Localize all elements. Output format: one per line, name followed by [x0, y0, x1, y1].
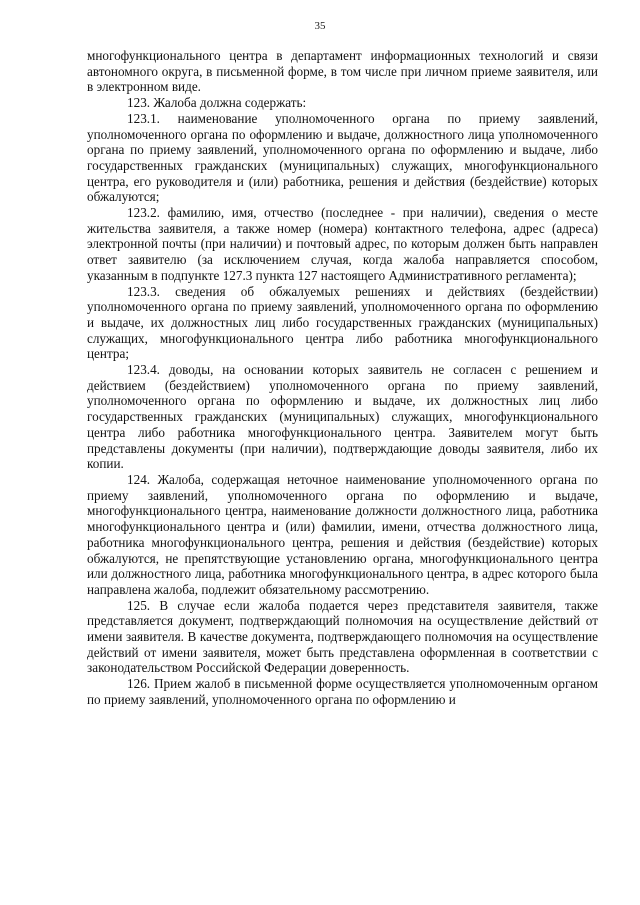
page-number: 35 — [314, 20, 326, 32]
paragraph-125: 125. В случае если жалоба подается через представителя заявителя, также представляется документ, подтверждающий полномочия на осуществление действий от имени заявителя. В качестве документа, подтверждающего полномочия на осуществление действий от имени заявителя, может быть представлена оформленная в соответствии с законодательством Российской Федерации доверенность. — [87, 597, 598, 676]
paragraph-126: 126. Прием жалоб в письменной форме осуществляется уполномоченным органом по приему заявлений, уполномоченного органа по оформлению и — [87, 676, 598, 707]
paragraph-continuation: многофункционального центра в департамент информационных технологий и связи автономного округа, в письменной форме, в том числе при личном приеме заявителя, или в электронном виде. — [87, 48, 598, 95]
document-body — [87, 48, 598, 708]
paragraph-123-4: 123.4. доводы, на основании которых заявитель не согласен с решением и действием (бездействием) уполномоченного органа по приему заявлений, уполномоченного органа по оформлению и выдаче, их должностных лиц либо государственных гражданских (муниципальных) служащих, многофункционального центра либо работника многофункционального центра. Заявителем могут быть представлены документы (при наличии), подтверждающие доводы заявителя, либо их копии. — [87, 362, 598, 472]
paragraph-124: 124. Жалоба, содержащая неточное наименование уполномоченного органа по приему заявлений, уполномоченного органа по оформлению и выдаче, многофункционального центра, наименование должности должностного лица, работника многофункционального центра и (или) фамилии, имени, отчества должностного лица, работника многофункционального центра, решения и действия (бездействие) которых обжалуются, не препятствующие установлению органа, многофункционального центра или должностного лица, работника многофункционального центра, в адрес которого была направлена жалоба, подлежит обязательному рассмотрению. — [87, 471, 598, 597]
paragraph-123: 123. Жалоба должна содержать: — [127, 95, 307, 111]
paragraph-123-1: 123.1. наименование уполномоченного органа по приему заявлений, уполномоченного органа по оформлению и выдаче, должностного лица уполномоченного органа по приему заявлений, уполномоченного органа по оформлению и выдаче, либо государственных гражданских (муниципальных) служащих, многофункционального центра, его руководителя и (или) работника, решения и действия (бездействие) которых обжалуются; — [87, 110, 598, 205]
paragraph-123-2: 123.2. фамилию, имя, отчество (последнее - при наличии), сведения о месте жительства заявителя, а также номер (номера) контактного телефона, адрес (адреса) электронной почты (при наличии) и почтовый адрес, по которым должен быть направлен ответ заявителю (за исключением случая, когда жалоба направляется способом, указанным в подпункте 127.3 пункта 127 настоящего Административного регламента); — [87, 205, 598, 283]
paragraph-123-3: 123.3. сведения об обжалуемых решениях и действиях (бездействии) уполномоченного органа по приему заявлений, уполномоченного органа по оформлению и выдаче, их должностных лиц либо государственных гражданских (муниципальных) служащих, многофункционального центра либо работника многофункционального центра; — [87, 283, 598, 362]
